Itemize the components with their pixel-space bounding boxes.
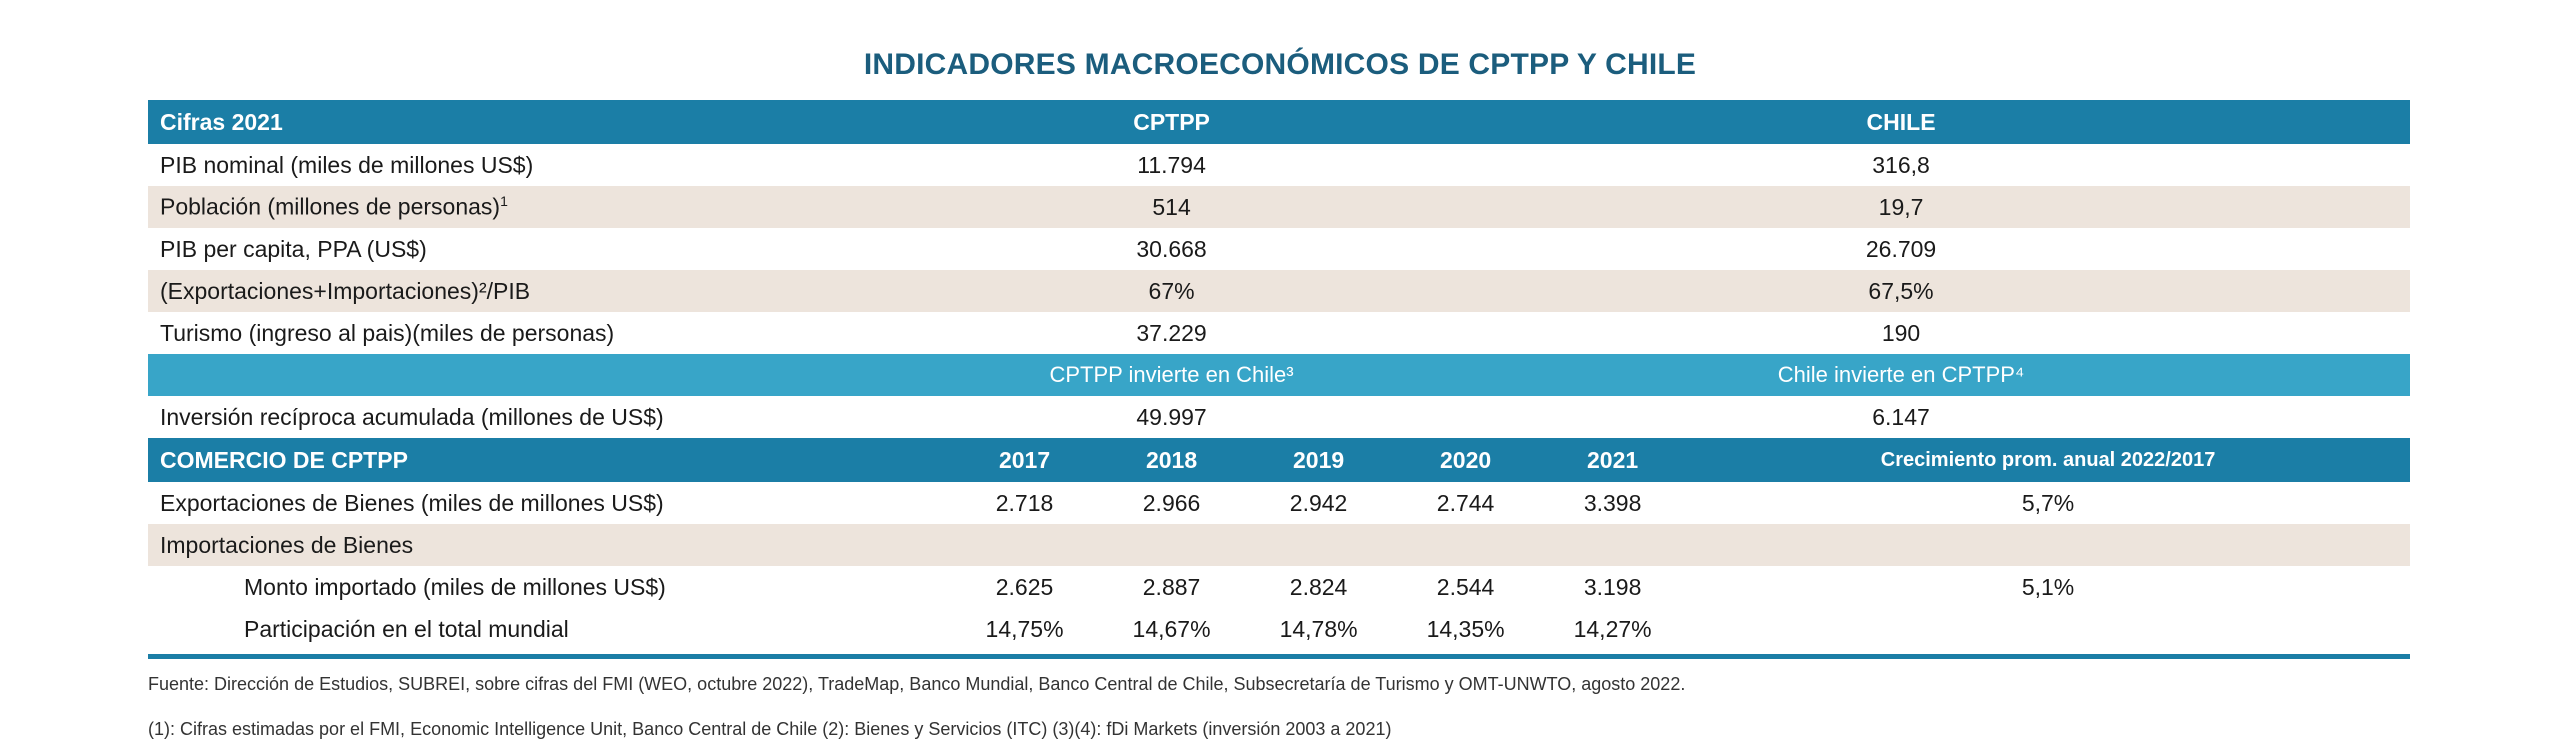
row-value-2018 <box>1098 524 1245 566</box>
row-value-2020: 2.744 <box>1392 482 1539 524</box>
row-value-cptpp: 514 <box>951 186 1392 228</box>
row-value-cptpp: 49.997 <box>951 396 1392 438</box>
row-value-2017: 14,75% <box>951 608 1098 650</box>
footnotes <box>148 659 2410 742</box>
row-label-superscript: 1 <box>500 193 508 210</box>
row-value-growth <box>1686 524 2410 566</box>
row-value-cptpp: 67% <box>951 270 1392 312</box>
macro-indicators-table <box>148 100 2410 650</box>
row-value-2018: 2.887 <box>1098 566 1245 608</box>
row-value-growth <box>1686 608 2410 650</box>
row-value-growth: 5,1% <box>1686 566 2410 608</box>
row-label: Inversión recíproca acumulada (millones de US$) <box>148 396 951 438</box>
table-row <box>148 396 2410 438</box>
row-value-2021: 14,27% <box>1539 608 1686 650</box>
row-value-chile: 6.147 <box>1392 396 2410 438</box>
table-row <box>148 608 2410 650</box>
row-label <box>148 186 951 228</box>
table-row <box>148 186 2410 228</box>
table1-header-row <box>148 100 2410 144</box>
table2-header-year-2021: 2021 <box>1539 438 1686 482</box>
footnote-source: Fuente: Dirección de Estudios, SUBREI, sobre cifras del FMI (WEO, octubre 2022), TradeMap, Banco Mundial, Banco Central de Chile, Subsecretaría de Turismo y OMT-UNWTO, agosto 2022. <box>148 674 1686 694</box>
row-value-2017 <box>951 524 1098 566</box>
row-value-chile: 67,5% <box>1392 270 2410 312</box>
table-row <box>148 144 2410 186</box>
row-label: (Exportaciones+Importaciones)²/PIB <box>148 270 951 312</box>
table2-header-label: COMERCIO DE CPTPP <box>148 438 951 482</box>
row-value-chile: 190 <box>1392 312 2410 354</box>
table-row <box>148 524 2410 566</box>
investment-band-row <box>148 354 2410 396</box>
investment-band-chile: Chile invierte en CPTPP⁴ <box>1392 354 2410 396</box>
investment-band-cptpp: CPTPP invierte en Chile³ <box>951 354 1392 396</box>
table2-header-year-2020: 2020 <box>1392 438 1539 482</box>
indicators-table-container <box>148 100 2410 650</box>
row-value-growth: 5,7% <box>1686 482 2410 524</box>
row-value-2020: 2.544 <box>1392 566 1539 608</box>
table-row <box>148 566 2410 608</box>
row-label: PIB nominal (miles de millones US$) <box>148 144 951 186</box>
table2-header-row <box>148 438 2410 482</box>
row-value-2020 <box>1392 524 1539 566</box>
row-value-2021: 3.398 <box>1539 482 1686 524</box>
row-value-cptpp: 30.668 <box>951 228 1392 270</box>
footnote-notes: (1): Cifras estimadas por el FMI, Economic Intelligence Unit, Banco Central de Chile (2): Bienes y Servicios (ITC) (3)(4): fDi Markets (inversión 2003 a 2021) <box>148 719 1392 740</box>
row-value-2017: 2.718 <box>951 482 1098 524</box>
row-value-chile: 26.709 <box>1392 228 2410 270</box>
table1-header-chile: CHILE <box>1392 100 2410 144</box>
row-value-chile: 19,7 <box>1392 186 2410 228</box>
table-row <box>148 312 2410 354</box>
table2-header-growth: Crecimiento prom. anual 2022/2017 <box>1686 438 2410 482</box>
row-label: Monto importado (miles de millones US$) <box>148 566 951 608</box>
row-value-2019 <box>1245 524 1392 566</box>
row-value-2017: 2.625 <box>951 566 1098 608</box>
row-value-2019: 2.942 <box>1245 482 1392 524</box>
row-value-2020: 14,35% <box>1392 608 1539 650</box>
table1-header-label: Cifras 2021 <box>148 100 951 144</box>
row-value-2019: 2.824 <box>1245 566 1392 608</box>
page-title: INDICADORES MACROECONÓMICOS DE CPTPP Y CHILE <box>863 48 1697 81</box>
investment-band-spacer <box>148 354 951 396</box>
row-value-cptpp: 37.229 <box>951 312 1392 354</box>
row-label-text: Población (millones de personas) <box>160 193 501 220</box>
row-value-2018: 2.966 <box>1098 482 1245 524</box>
row-value-2019: 14,78% <box>1245 608 1392 650</box>
table-row <box>148 270 2410 312</box>
row-label: PIB per capita, PPA (US$) <box>148 228 951 270</box>
table2-header-year-2019: 2019 <box>1245 438 1392 482</box>
table-row <box>148 228 2410 270</box>
row-label: Participación en el total mundial <box>148 608 951 650</box>
row-value-2018: 14,67% <box>1098 608 1245 650</box>
row-value-2021 <box>1539 524 1686 566</box>
row-value-cptpp: 11.794 <box>951 144 1392 186</box>
row-value-2021: 3.198 <box>1539 566 1686 608</box>
row-label: Turismo (ingreso al pais)(miles de personas) <box>148 312 951 354</box>
row-label: Exportaciones de Bienes (miles de millones US$) <box>148 482 951 524</box>
table-row <box>148 482 2410 524</box>
row-label: Importaciones de Bienes <box>148 524 951 566</box>
table1-header-cptpp: CPTPP <box>951 100 1392 144</box>
row-value-chile: 316,8 <box>1392 144 2410 186</box>
table2-header-year-2018: 2018 <box>1098 438 1245 482</box>
table2-header-year-2017: 2017 <box>951 438 1098 482</box>
